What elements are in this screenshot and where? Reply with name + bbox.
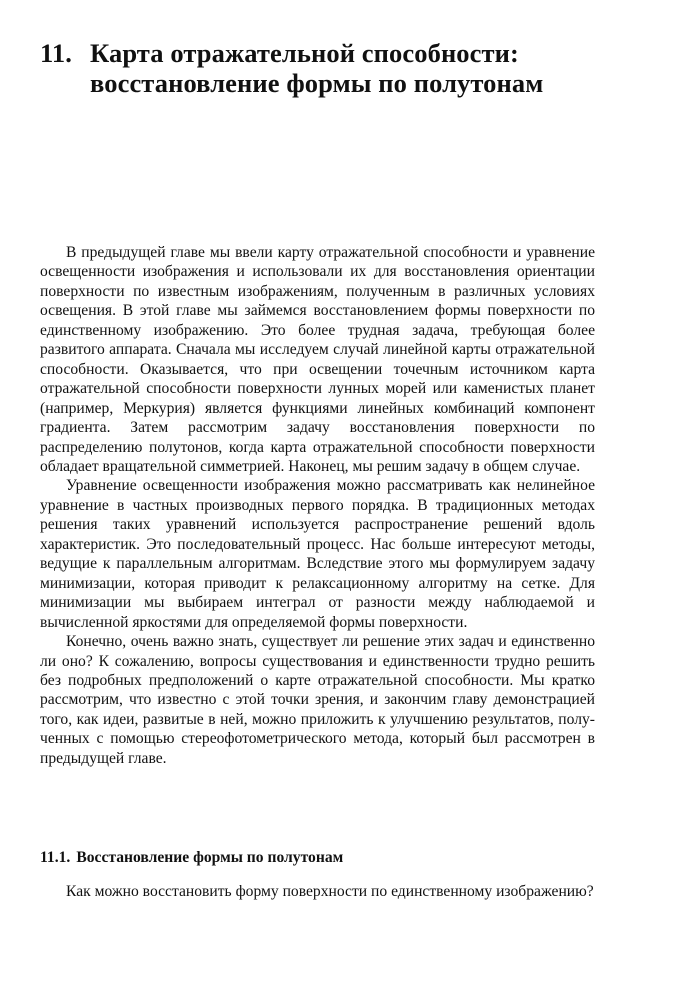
section-number: 11.1. xyxy=(40,849,71,866)
chapter-title-line-1: Карта отражательной способности: xyxy=(90,38,519,68)
paragraph-3: Конечно, очень важно знать, существует ли решение этих задач и единственно ли оно? К сожалению, вопросы существования и единственности трудно решить без подробных предположений о карте отражательной способности. Мы кратко рассмотрим, что известно с этой точки зрения, и закончим главу демонстрацией того, как идеи, развитые в ней, можно приложить к улучшению результатов, полученных с помощью стереофотометрического метода, который был рассмотрен в предыдущей главе. xyxy=(40,633,595,767)
chapter-title-line-2: восстановление формы по полутонам xyxy=(90,68,544,98)
section-heading xyxy=(40,848,600,868)
chapter-number: 11. xyxy=(40,38,72,68)
paragraph-2: Уравнение освещенности изображения можно рассматривать как нелинейное уравнение в частных производных первого порядка. В традиционных методах решения таких уравнений используется распространение решений вдоль характеристик. Это последовательный процесс. Нас больше интересуют методы, ведущие к параллельным алгоритмам. Вследствие этого мы формулируем задачу минимизации, которая приводит к релаксационному алгоритму на сетке. Для минимизации мы выбираем интеграл от разности между наблюдаемой и вычисленной яркостями для определяемой формы поверхности. xyxy=(40,477,595,631)
section-text xyxy=(40,882,595,902)
section-title: Восстановление формы по полутонам xyxy=(76,849,344,866)
chapter-intro-text xyxy=(40,243,595,768)
chapter-title xyxy=(40,38,660,98)
paragraph-1: В предыдущей главе мы ввели карту отражательной способности и уравнение освещенности изображения и использовали их для восстановления ориентации поверхности по известным изображениям, полученным в различных условиях освещения. В этой главе мы займемся восстановлением формы поверхности по единственному изображению. Это более трудная задача, требующая более развитого аппарата. Сначала мы исследуем случай линейной карты отражательной способности. Оказывается, что при освещении точечным источником карта отражательной способности поверхности лунных морей или каменистых планет (например, Меркурия) является функциями линейных комбинаций компонент градиента. Затем рассмотрим задачу восстановления поверхности по распределению полутонов, когда карта отражательной способности поверхности обладает вращательной симметрией. Наконец, мы решим задачу в общем случае. xyxy=(40,244,595,475)
section-paragraph: Как можно восстановить форму поверхности по единственному изображению? xyxy=(66,883,594,900)
